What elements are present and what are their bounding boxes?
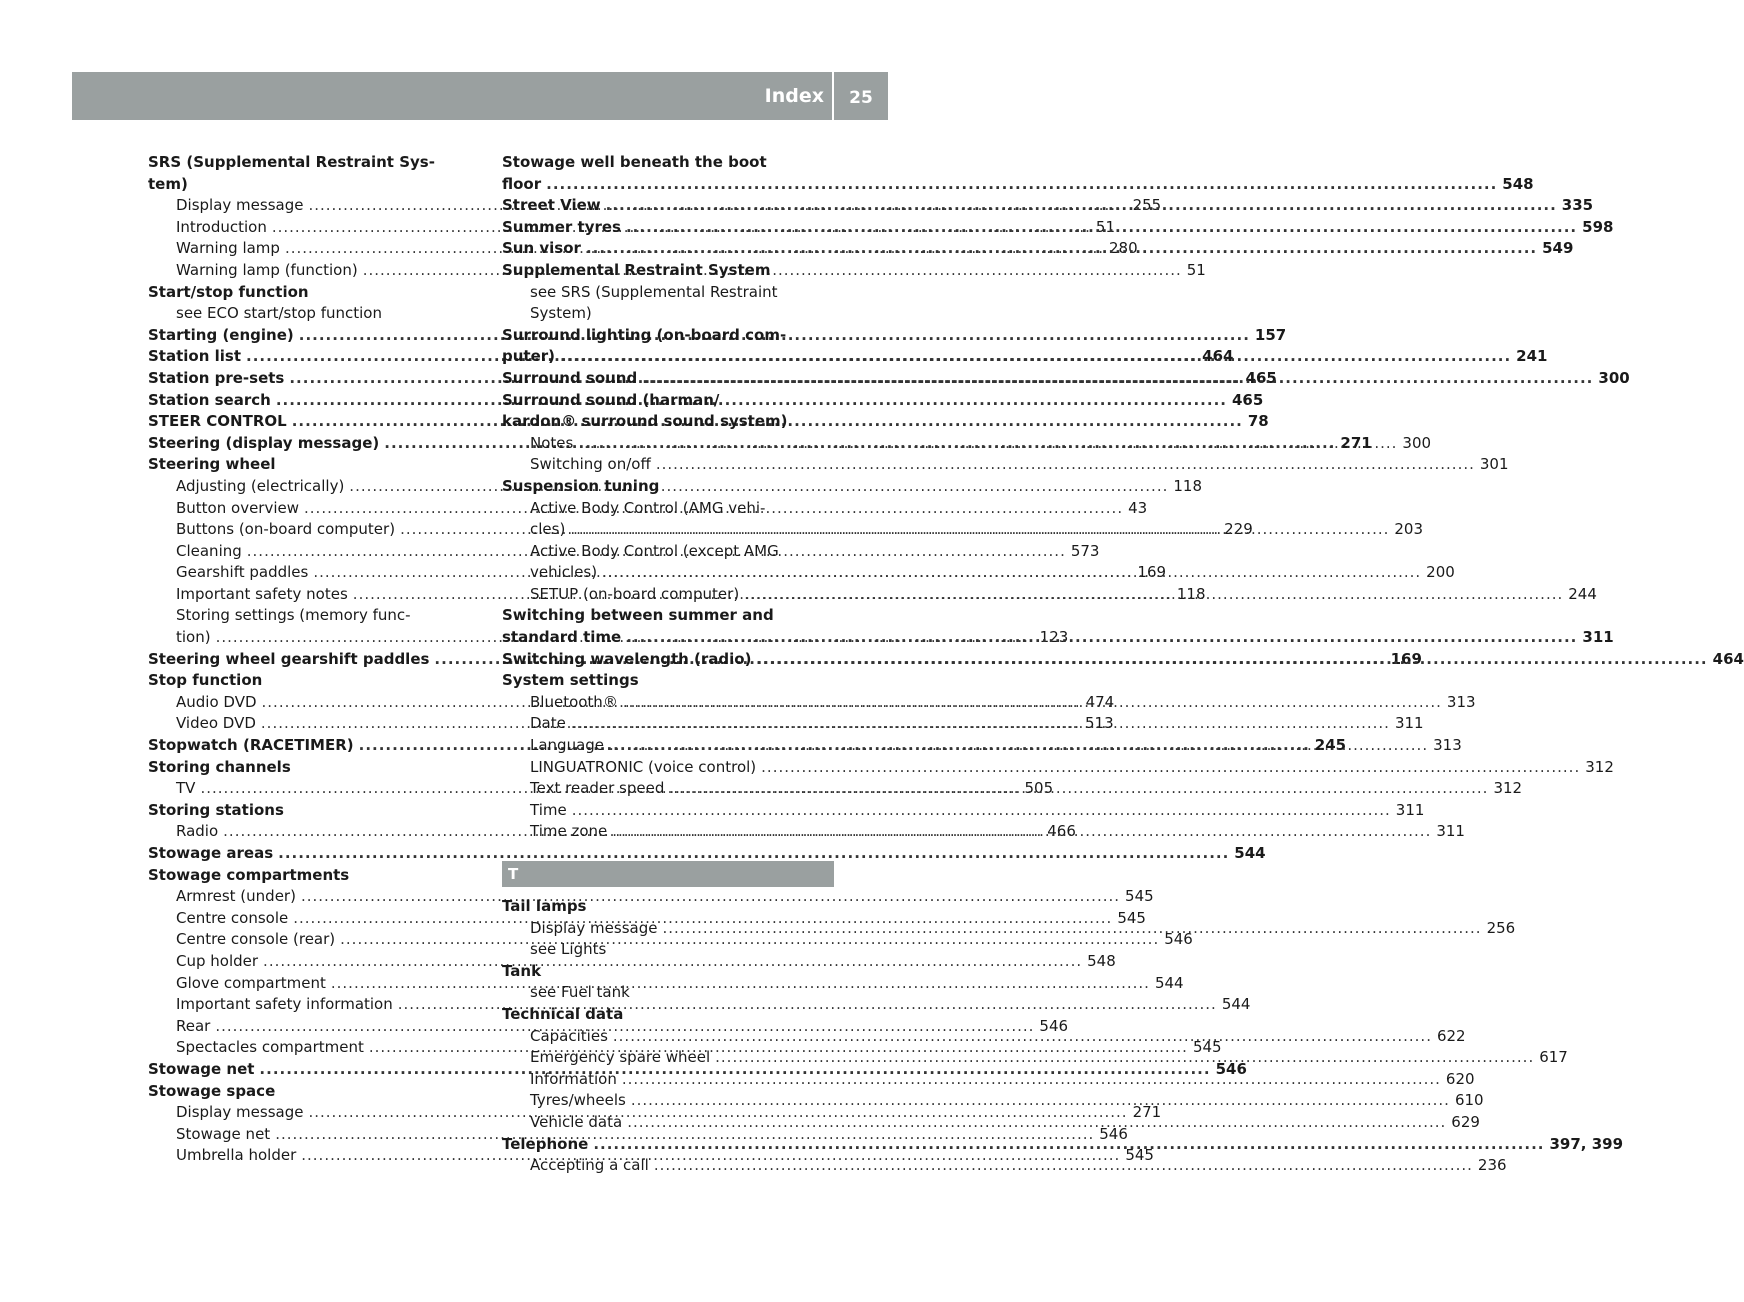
entry-text: Surround sound (harman/ [502,390,720,409]
index-entry [502,390,834,412]
dot-leader [642,368,1593,390]
entry-text: see Lights [530,940,607,959]
dot-leader [606,195,1557,217]
entry-text: SETUP (on-board computer) [530,584,740,603]
page-reference[interactable]: 236 [1477,1156,1507,1175]
entry-text: Start/stop function [148,282,309,301]
page-reference[interactable]: 311 [1582,628,1614,647]
entry-text: Stowage space [148,1081,276,1100]
entry-text: Display message [530,918,658,937]
entry-text: Buttons (on-board computer) [176,520,396,539]
page-reference[interactable]: 513 [1084,714,1114,733]
page-reference[interactable]: 229 [1224,520,1253,539]
index-entry [502,476,834,498]
page-reference[interactable]: 311 [1394,714,1424,733]
page-reference[interactable]: 617 [1539,1048,1568,1067]
page-reference[interactable]: 271 [1340,433,1372,452]
index-subentry [502,498,834,520]
dot-leader [761,757,1580,779]
page-reference[interactable]: 573 [1070,541,1100,560]
index-subentry [502,303,834,325]
page-reference[interactable]: 545 [1125,1146,1154,1165]
entry-text: Tyres/wheels [530,1091,626,1110]
page-number: 25 [849,88,873,108]
entry-text: Bluetooth® [530,692,618,711]
entry-text: Accepting a call [530,1156,649,1175]
entry-text: Station pre-sets [148,368,285,387]
entry-text: Glove compartment [176,973,326,992]
dot-leader [654,1155,1473,1177]
entry-text: Display message [176,196,304,215]
page-reference[interactable]: 256 [1486,918,1516,937]
page-reference[interactable]: 313 [1446,692,1476,711]
index-entry [502,1004,834,1026]
page-reference[interactable]: 464 [1202,347,1234,366]
page-reference[interactable]: 118 [1176,584,1206,603]
entry-text: Technical data [502,1004,624,1023]
page-reference[interactable]: 244 [1568,584,1597,603]
entry-text: cles) [530,520,566,539]
dot-leader [623,692,1442,714]
page-reference[interactable]: 548 [1502,174,1534,193]
dot-leader [546,174,1497,196]
entry-text: Radio [176,822,219,841]
page-reference[interactable]: 312 [1493,779,1523,798]
page-reference[interactable]: 544 [1221,995,1251,1014]
page-reference[interactable]: 255 [1132,196,1162,215]
entry-text: Notes [530,433,574,452]
dot-leader [570,519,1389,541]
page-reference[interactable]: 169 [1137,563,1167,582]
entry-text: System settings [502,671,639,690]
entry-text: Armrest (under) [176,887,296,906]
index-entry [502,174,1534,196]
entry-text: Steering (display message) [148,433,380,452]
page-reference[interactable]: 78 [1247,412,1269,431]
page-reference[interactable]: 545 [1117,908,1146,927]
dot-leader [586,238,1537,260]
page-reference[interactable]: 544 [1234,844,1266,862]
page-reference[interactable]: 548 [1087,951,1116,970]
page-reference[interactable]: 549 [1542,239,1574,258]
entry-text: see Fuel tank [530,983,630,1002]
dot-leader [602,562,1421,584]
entry-text: Centre console [176,908,289,927]
entry-text: tem) [148,174,188,193]
dot-leader [669,778,1488,800]
entry-text: Text reader speed [530,779,665,798]
dot-leader [609,735,1428,757]
page-reference[interactable]: 620 [1445,1069,1475,1088]
page-reference[interactable]: 474 [1085,692,1115,711]
entry-text: Sun visor [502,239,581,258]
page-reference[interactable]: 546 [1164,930,1193,949]
entry-text: TV [176,779,196,798]
index-subentry [502,800,1425,822]
page-reference[interactable]: 123 [1039,628,1069,647]
entry-text: Button overview [176,498,300,517]
entry-text: Switching between summer and [502,606,774,625]
entry-text: Warning lamp [176,239,280,258]
index-entry [502,152,834,174]
page-reference[interactable]: 300 [1402,433,1432,452]
page-reference[interactable]: 43 [1128,498,1148,517]
page-reference[interactable]: 300 [1598,368,1630,387]
page-reference[interactable]: 280 [1109,239,1138,258]
entry-text: SRS (Supplemental Restraint Sys- [148,153,435,171]
page-reference[interactable]: 466 [1047,822,1076,841]
page-reference[interactable]: 313 [1433,736,1462,755]
page-reference[interactable]: 465 [1245,368,1277,387]
entry-text: Stowage well beneath the boot [502,153,767,171]
entry-text: Stowage compartments [148,865,350,884]
index-subentry [148,605,480,627]
entry-text: System) [530,304,592,323]
entry-text: LINGUATRONIC (voice control) [530,757,757,776]
page-reference[interactable]: 311 [1395,800,1425,819]
index-entry [148,152,480,174]
page-reference[interactable]: 622 [1436,1026,1466,1045]
page-reference[interactable]: 200 [1426,563,1455,582]
entry-text: Storing settings (memory func- [176,606,411,625]
dot-leader [627,1112,1446,1134]
index-entry [502,411,834,433]
entry-text: see SRS (Supplemental Restraint [530,282,778,301]
page-reference[interactable]: 301 [1479,455,1509,474]
entry-text: Tank [502,961,542,980]
page-reference[interactable]: 245 [1314,736,1347,755]
page-reference[interactable]: 544 [1154,973,1184,992]
entry-text: Summer tyres [502,217,621,236]
entry-text: Cup holder [176,951,259,970]
entry-text: Capacities [530,1026,608,1045]
dot-leader [572,800,1391,822]
page-reference[interactable]: 169 [1390,649,1422,668]
entry-text: Emergency spare wheel [530,1048,711,1067]
page-reference[interactable]: 335 [1561,196,1594,215]
entry-text: puter) [502,347,556,366]
index-subentry [502,454,1509,476]
entry-text: Gearshift paddles [176,563,309,582]
entry-text: Date [530,714,566,733]
header-title: Index [764,85,824,107]
entry-text: Stopwatch (RACETIMER) [148,736,354,755]
entry-text: Active Body Control (except AMG [530,541,779,560]
page-reference[interactable]: 51 [1186,260,1206,279]
index-subentry [502,541,834,563]
page-reference[interactable]: 203 [1394,520,1424,539]
entry-text: Vehicle data [530,1112,623,1131]
index-entry [148,865,480,887]
dot-leader [560,346,1511,368]
page-reference[interactable]: 312 [1585,757,1614,776]
dot-leader [593,1134,1544,1156]
index-entry [502,961,834,983]
index-subentry [502,939,834,961]
page-reference[interactable]: 157 [1254,325,1287,344]
entry-text: Station search [148,390,271,409]
dot-leader [662,918,1481,940]
dot-leader [656,454,1475,476]
dot-leader [744,584,1563,606]
index-entry [148,800,480,822]
entry-text: Stowage net [176,1124,271,1143]
index-entry [148,1081,480,1103]
entry-text: Audio DVD [176,692,257,711]
section-header-t: T [502,861,834,887]
entry-text: Adjusting (electrically) [176,476,345,495]
entry-text: Active Body Control (AMG vehi- [530,498,766,517]
entry-text: Cleaning [176,541,242,560]
index-entry [148,843,1266,865]
page-reference[interactable]: 545 [1192,1038,1222,1057]
entry-text: Switching on/off [530,455,651,474]
entry-text: Warning lamp (function) [176,260,358,279]
index-entry [502,605,834,627]
entry-text: Surround lighting (on-board com- [502,325,787,344]
entry-text: Storing channels [148,757,291,776]
entry-text: Language [530,736,605,755]
entry-text: Important safety information [176,995,393,1014]
dot-leader [626,217,1577,239]
index-subentry [502,1069,1475,1091]
entry-text: Starting (engine) [148,325,294,344]
entry-text: Station list [148,347,241,366]
page-reference[interactable]: 51 [1095,217,1116,236]
index-subentry [502,757,1614,779]
entry-text: Introduction [176,217,267,236]
entry-text: see ECO start/stop function [176,304,382,323]
entry-text: Umbrella holder [176,1146,297,1165]
entry-text: Stop function [148,671,263,690]
index-entry [502,325,834,347]
index-subentry [502,982,834,1004]
entry-text: Storing stations [148,800,284,819]
entry-text: Time [530,800,567,819]
entry-text: floor [502,174,542,193]
entry-text: Centre console (rear) [176,930,336,949]
dot-leader [756,649,1707,671]
entry-text: Display message [176,1103,304,1122]
entry-text: standard time [502,628,622,647]
page-reference[interactable]: 465 [1231,390,1264,409]
page-reference[interactable]: 598 [1582,217,1614,236]
entry-text: tion) [176,628,211,647]
index-subentry [502,282,834,304]
page-reference[interactable]: 546 [1099,1124,1128,1143]
entry-text: Steering wheel [148,455,276,474]
page-reference[interactable]: 629 [1451,1112,1480,1131]
page-reference[interactable]: 397, 399 [1549,1134,1624,1153]
entry-text: kardon® surround sound system) [502,412,788,431]
page-reference[interactable]: 118 [1173,476,1203,495]
entry-text: Suspension tuning [502,476,660,495]
entry-text: Surround sound [502,368,638,387]
index-entry [148,757,480,779]
entry-text: Information [530,1069,617,1088]
page-reference[interactable]: 241 [1516,347,1548,366]
entry-text: Telephone [502,1134,589,1153]
page-reference[interactable]: 545 [1125,887,1154,906]
index-entry [502,670,834,692]
index-entry [148,174,480,196]
page-reference[interactable]: 311 [1436,822,1465,841]
dot-leader [631,1090,1450,1112]
index-entry [148,454,480,476]
dot-leader [622,1069,1441,1091]
page-reference[interactable]: 505 [1024,779,1054,798]
page-reference[interactable]: 271 [1132,1103,1162,1122]
index-entry [502,260,834,282]
page-reference[interactable]: 546 [1039,1016,1069,1035]
page-reference[interactable]: 464 [1712,649,1744,668]
entry-text: Video DVD [176,714,256,733]
entry-text: Important safety notes [176,584,348,603]
dot-leader [571,713,1390,735]
entry-text: Spectacles compartment [176,1038,364,1057]
dot-leader [715,1047,1534,1069]
entry-text: STEER CONTROL [148,412,287,431]
dot-leader [613,1026,1432,1048]
index-entry [148,670,480,692]
dot-leader [612,821,1431,843]
dot-leader [578,433,1397,455]
index-entry [148,282,480,304]
entry-text: Tail lamps [502,897,587,915]
entry-text: Street View [502,196,601,215]
page-reference[interactable]: 610 [1454,1091,1484,1110]
entry-text: Time zone [530,822,608,841]
entry-text: Supplemental Restraint System [502,260,771,279]
index-entry [502,896,834,918]
entry-text: Switching wavelength (radio) [502,649,752,668]
entry-text: Stowage net [148,1059,255,1078]
entry-text: vehicles) [530,563,598,582]
entry-text: Steering wheel gearshift paddles [148,649,430,668]
index-subentry [148,303,480,325]
index-subentry [502,1090,1484,1112]
page-reference[interactable]: 546 [1215,1059,1247,1078]
dot-leader [626,627,1577,649]
entry-text: Rear [176,1016,211,1035]
entry-text: Stowage areas [148,844,274,862]
